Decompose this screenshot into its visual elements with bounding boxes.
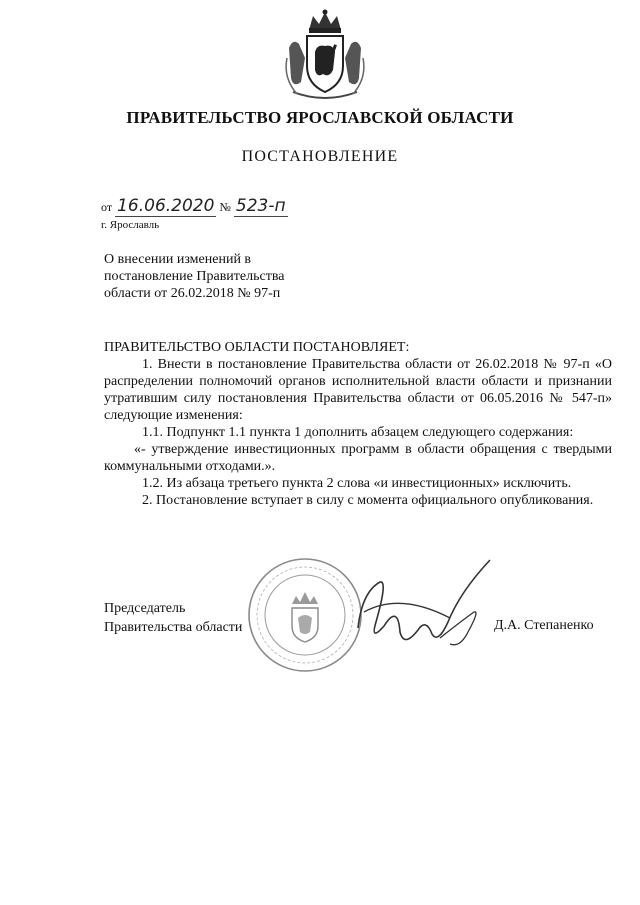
subject-line: постановление Правительства (104, 269, 285, 284)
handwritten-number: 523-п (235, 196, 286, 216)
government-title: ПРАВИТЕЛЬСТВО ЯРОСЛАВСКОЙ ОБЛАСТИ (126, 108, 514, 127)
handwritten-date: 16.06.2020 (117, 196, 215, 216)
date-prefix: от (101, 200, 113, 214)
signer-position-line: Председатель (104, 601, 186, 616)
subject-heading (104, 251, 284, 302)
signature-icon (340, 552, 500, 662)
paragraph-1-1: 1.1. Подпункт 1.1 пункта 1 дополнить абзацем следующего содержания: (142, 425, 574, 440)
coat-of-arms-icon (283, 8, 367, 100)
paragraph-1-1-quote: «- утверждение инвестиционных программ в области обращения с твердыми коммунальными отходами.». (104, 442, 612, 474)
signer-name: Д.А. Степаненко (494, 618, 594, 633)
resolution-body (104, 356, 612, 509)
signer-position (104, 599, 242, 637)
paragraph-1: 1. Внести в постановление Правительства области от 26.02.2018 № 97-п «О распределении полномочий органов исполнительной власти области и признании утратившим силу постановления Правительства области от 06.05.2016 № 547-п» следующие изменения: (104, 357, 612, 423)
number-prefix: № (219, 200, 231, 214)
document-type: ПОСТАНОВЛЕНИЕ (241, 148, 399, 165)
registration-line (101, 196, 288, 217)
city: г. Ярославль (101, 219, 160, 231)
subject-line: О внесении изменений в (104, 252, 252, 267)
subject-line: области от 26.02.2018 № 97-п (104, 286, 281, 301)
paragraph-1-2: 1.2. Из абзаца третьего пункта 2 слова «и инвестиционных» исключить. (142, 476, 572, 491)
signer-position-line: Правительства области (104, 620, 243, 635)
resolves-heading: ПРАВИТЕЛЬСТВО ОБЛАСТИ ПОСТАНОВЛЯЕТ: (104, 340, 410, 355)
paragraph-2: 2. Постановление вступает в силу с момента официального опубликования. (142, 493, 594, 508)
